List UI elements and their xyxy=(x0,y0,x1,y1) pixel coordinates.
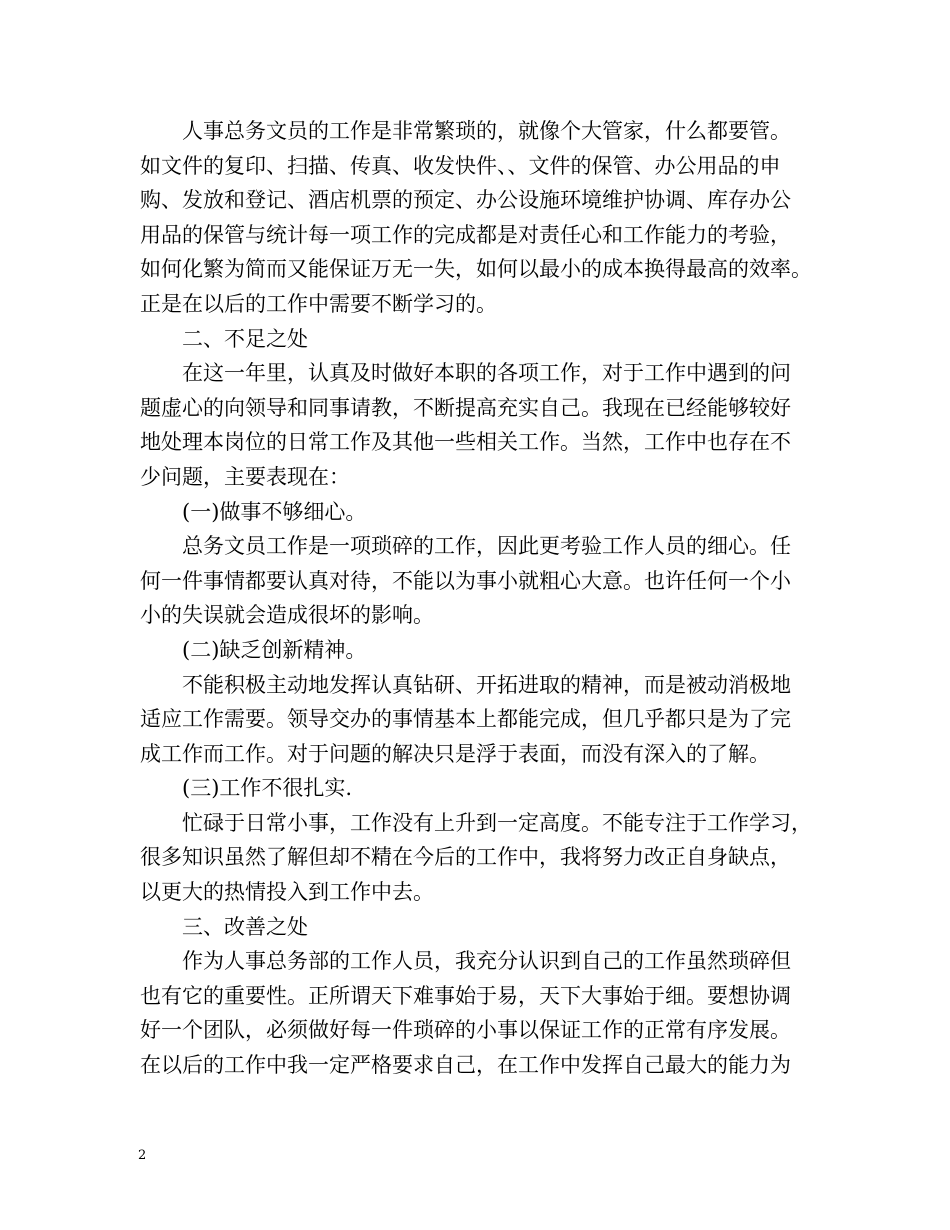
body-text xyxy=(140,114,830,1083)
text-line: 成工作而工作。对于问题的解决只是浮于表面，而没有深入的了解。 xyxy=(140,741,770,766)
text-line: 用品的保管与统计每一项工作的完成都是对责任心和工作能力的考验， xyxy=(140,222,791,247)
text-line: 在以后的工作中我一定严格要求自己，在工作中发挥自己最大的能力为 xyxy=(140,1053,791,1078)
text-line: 少问题，主要表现在： xyxy=(140,464,350,489)
text-line: 如何化繁为简而又能保证万无一失，如何以最小的成本换得最高的效率。 xyxy=(140,257,812,282)
text-line: 以更大的热情投入到工作中去。 xyxy=(140,880,434,905)
text-line: 小的失误就会造成很坏的影响。 xyxy=(140,603,434,628)
text-line: 人事总务文员的工作是非常繁琐的，就像个大管家，什么都要管。 xyxy=(182,119,791,143)
text-line: 适应工作需要。领导交办的事情基本上都能完成，但几乎都只是为了完 xyxy=(140,707,791,732)
text-line: 二、不足之处 xyxy=(182,326,308,351)
text-line: 忙碌于日常小事，工作没有上升到一定高度。不能专注于工作学习， xyxy=(182,810,812,835)
text-line: 三、改善之处 xyxy=(182,914,308,939)
text-line: 也有它的重要性。正所谓天下难事始于易，天下大事始于细。要想协调 xyxy=(140,983,791,1008)
text-line: 很多知识虽然了解但却不精在今后的工作中，我将努力改正自身缺点， xyxy=(140,845,791,870)
text-line: 好一个团队，必须做好每一件琐碎的小事以保证工作的正常有序发展。 xyxy=(140,1018,791,1043)
text-line: 不能积极主动地发挥认真钻研、开拓进取的精神，而是被动消极地 xyxy=(182,672,791,697)
text-line: (一)做事不够细心。 xyxy=(182,499,367,524)
text-line: 如文件的复印、扫描、传真、收发快件、、文件的保管、办公用品的申 xyxy=(140,153,781,178)
text-line: 购、发放和登记、酒店机票的预定、办公设施环境维护协调、库存办公 xyxy=(140,188,791,213)
text-line: 在这一年里，认真及时做好本职的各项工作，对于工作中遇到的问 xyxy=(182,361,791,386)
text-line: 题虚心的向领导和同事请教，不断提高充实自己。我现在已经能够较好 xyxy=(140,395,791,420)
text-line: 作为人事总务部的工作人员，我充分认识到自己的工作虽然琐碎但 xyxy=(182,949,791,974)
text-line: 地处理本岗位的日常工作及其他一些相关工作。当然，工作中也存在不 xyxy=(140,430,791,455)
text-line: (三)工作不很扎实. xyxy=(182,776,353,801)
text-line: (二)缺乏创新精神。 xyxy=(182,637,367,662)
text-line: 总务文员工作是一项琐碎的工作，因此更考验工作人员的细心。任 xyxy=(182,534,791,559)
text-line: 正是在以后的工作中需要不断学习的。 xyxy=(140,291,497,316)
page-number: 2 xyxy=(138,1148,147,1163)
text-line: 何一件事情都要认真对待，不能以为事小就粗心大意。也许任何一个小 xyxy=(140,568,791,593)
